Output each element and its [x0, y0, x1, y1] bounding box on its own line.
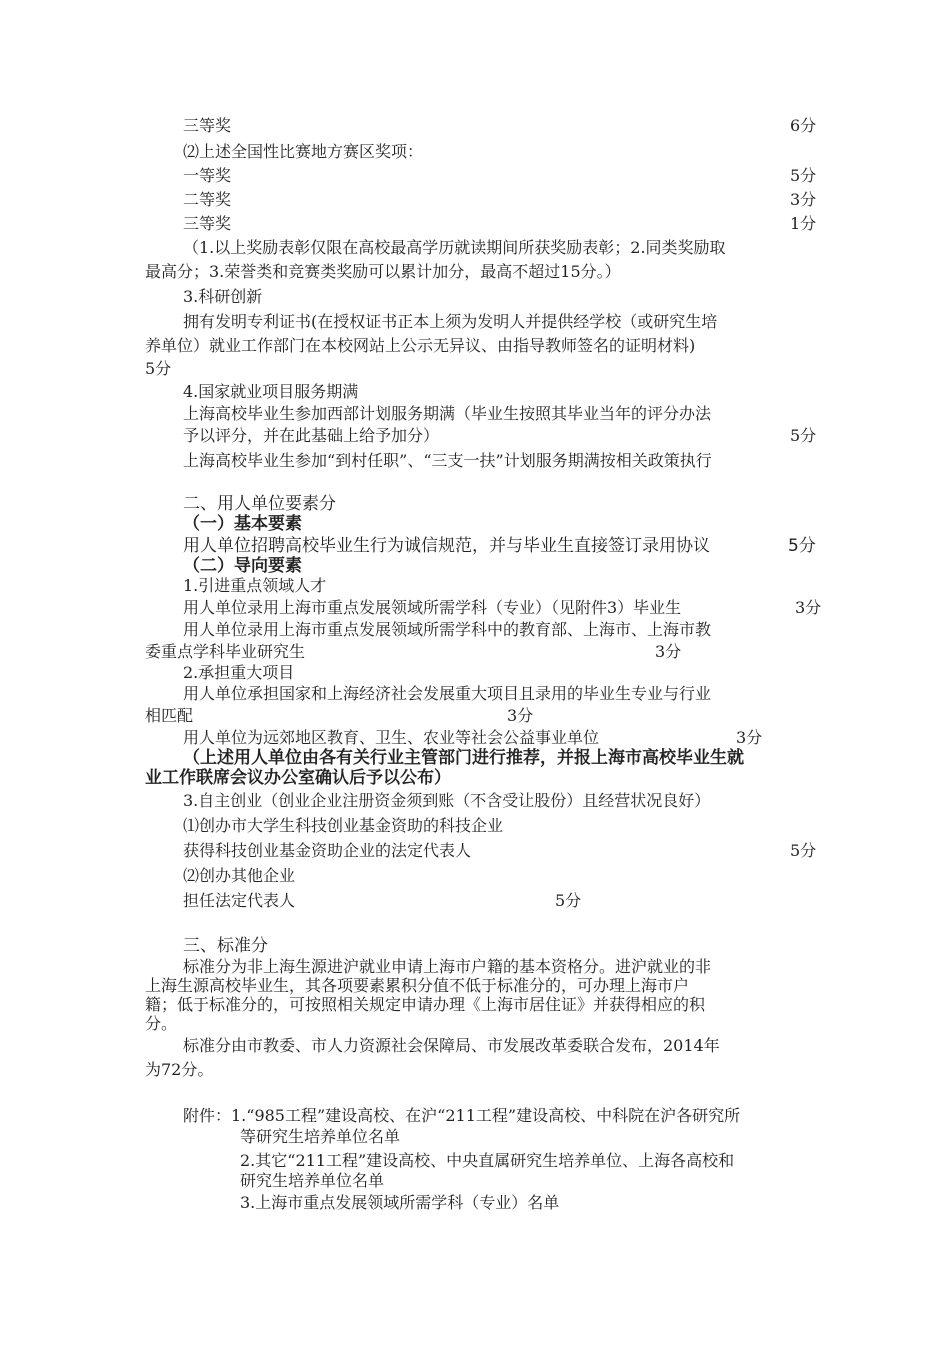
text-line — [0, 865, 950, 889]
text-line — [0, 619, 950, 643]
line-text: 标准分为非上海生源进沪就业申请上海市户籍的基本资格分。进沪就业的非 — [183, 957, 712, 976]
text-line — [0, 165, 950, 189]
line-score: 3分 — [736, 728, 763, 747]
line-text: 1.引进重点领域人才 — [183, 576, 327, 595]
text-line — [0, 261, 950, 285]
line-text: 研究生培养单位名单 — [240, 1171, 385, 1190]
line-text: 委重点学科毕业研究生 — [145, 642, 306, 661]
line-text: 用人单位录用上海市重点发展领域所需学科（专业）（见附件3）毕业生 — [183, 598, 682, 617]
line-score: 3分 — [790, 190, 817, 209]
appendix-line — [0, 1170, 950, 1194]
line-score: 5分 — [790, 841, 817, 860]
line-text: 三、标准分 — [183, 936, 268, 956]
line-text: 4.国家就业项目服务期满 — [183, 382, 359, 401]
text-line — [0, 115, 950, 139]
text-line — [0, 890, 950, 914]
text-line — [0, 1035, 950, 1059]
line-text: 等研究生培养单位名单 — [240, 1127, 401, 1146]
text-line — [0, 683, 950, 707]
appendix-line — [0, 1192, 950, 1216]
line-text: 二等奖 — [183, 190, 232, 209]
text-line — [0, 213, 950, 237]
line-text: 用人单位为远郊地区教育、卫生、农业等社会公益事业单位 — [183, 728, 600, 747]
text-line — [0, 450, 950, 474]
text-line — [0, 237, 950, 261]
text-line — [0, 705, 950, 729]
line-text: 获得科技创业基金资助企业的法定代表人 — [183, 841, 472, 860]
text-line — [0, 335, 950, 359]
line-text: （上述用人单位由各有关行业主管部门进行推荐，并报上海市高校毕业生就 — [183, 748, 744, 768]
line-text: 用人单位录用上海市重点发展领域所需学科中的教育部、上海市、上海市教 — [183, 620, 712, 639]
appendix-line — [0, 1126, 950, 1150]
line-text: 二、用人单位要素分 — [183, 494, 336, 514]
line-text: 用人单位招聘高校毕业生行为诚信规范，并与毕业生直接签订录用协议 — [183, 536, 710, 556]
line-text: 2.承担重大项目 — [183, 663, 295, 682]
line-score: 5分 — [790, 426, 817, 445]
line-score: 6分 — [790, 116, 817, 135]
text-line — [0, 790, 950, 814]
line-text: 予以评分，并在此基础上给予加分） — [183, 426, 440, 445]
line-score: 3分 — [795, 598, 822, 617]
text-line — [0, 1013, 950, 1037]
text-line — [0, 311, 950, 335]
text-line — [0, 358, 950, 382]
subsection-heading — [0, 513, 950, 537]
line-text: 分。 — [145, 1014, 178, 1033]
text-line — [0, 189, 950, 213]
line-score: 1分 — [790, 214, 817, 233]
line-score: 3分 — [655, 642, 682, 661]
line-text: 一等奖 — [183, 166, 232, 185]
line-text: 附件：1.“985工程”建设高校、在沪“211工程”建设高校、中科院在沪各研究所 — [183, 1106, 741, 1125]
line-text: 相匹配 — [145, 706, 194, 725]
line-text: 养单位）就业工作部门在本校网站上公示无异议、由指导教师签名的证明材料) — [145, 336, 696, 355]
text-line — [0, 286, 950, 310]
line-text: 3.自主创业（创业企业注册资金须到账（不含受让股份）且经营状况良好） — [183, 791, 711, 810]
line-text: 用人单位承担国家和上海经济社会发展重大项目且录用的毕业生专业与行业 — [183, 684, 712, 703]
text-line — [0, 575, 950, 599]
line-text: 上海高校毕业生参加“到村任职”、“三支一扶”计划服务期满按相关政策执行 — [183, 451, 712, 470]
line-score: 5分 — [790, 166, 817, 185]
line-text: 3.上海市重点发展领域所需学科（专业）名单 — [240, 1193, 560, 1212]
text-line — [0, 403, 950, 427]
text-line — [0, 767, 950, 791]
text-line — [0, 815, 950, 839]
line-text: 籍；低于标准分的，可按照相关规定申请办理《上海市居住证》并获得相应的积 — [145, 995, 706, 1014]
line-text: 3.科研创新 — [183, 287, 263, 306]
line-text: 上海高校毕业生参加西部计划服务期满（毕业生按照其毕业当年的评分办法 — [183, 404, 712, 423]
line-score: 5分 — [788, 536, 816, 556]
line-text: 最高分；3.荣誉类和竞赛类奖励可以累计加分，最高不超过15分。） — [145, 262, 621, 281]
line-text: （一）基本要素 — [183, 514, 302, 534]
line-text: （二）导向要素 — [183, 556, 302, 576]
line-text: 为72分。 — [145, 1060, 214, 1079]
line-score: 3分 — [507, 706, 534, 725]
line-text: ⑴创办市大学生科技创业基金资助的科技企业 — [183, 816, 504, 835]
text-line — [0, 1059, 950, 1083]
text-line — [0, 141, 950, 165]
text-line — [0, 425, 950, 449]
line-text: 标准分由市教委、市人力资源社会保障局、市发展改革委联合发布，2014年 — [183, 1036, 720, 1055]
line-text: 拥有发明专利证书(在授权证书正本上须为发明人并提供经学校（或研究生培 — [183, 312, 718, 331]
line-text: 上海生源高校毕业生，其各项要素累积分值不低于标准分的，可办理上海市户 — [145, 976, 690, 995]
line-text: 5分 — [145, 359, 172, 378]
line-score: 5分 — [555, 891, 582, 910]
line-text: ⑵上述全国性比赛地方赛区奖项： — [183, 142, 424, 161]
line-text: 三等奖 — [183, 214, 232, 233]
line-text: ⑵创办其他企业 — [183, 866, 296, 885]
line-text: 2.其它“211工程”建设高校、中央直属研究生培养单位、上海各高校和 — [240, 1151, 735, 1170]
line-text: 担任法定代表人 — [183, 891, 296, 910]
line-text: （1.以上奖励表彰仅限在高校最高学历就读期间所获奖励表彰；2.同类奖励取 — [183, 238, 726, 257]
line-text: 三等奖 — [183, 116, 232, 135]
text-line — [0, 597, 950, 621]
text-line — [0, 840, 950, 864]
text-line — [0, 381, 950, 405]
line-text: 业工作联席会议办公室确认后予以公布） — [145, 768, 451, 788]
